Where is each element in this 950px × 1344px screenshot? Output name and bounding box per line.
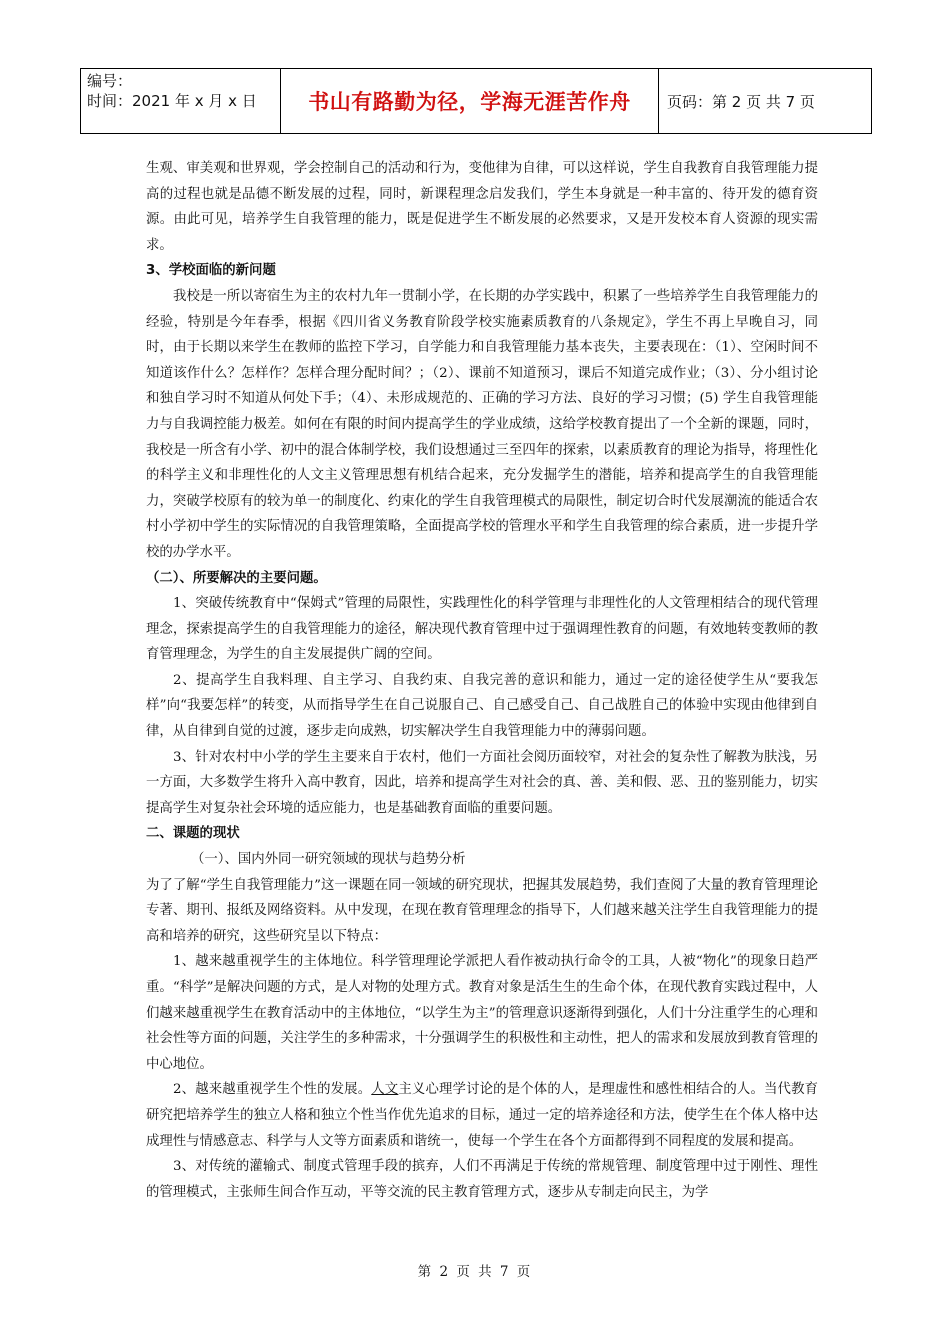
paragraph-text: 2、越来越重视学生个性的发展。 — [173, 1082, 372, 1098]
paragraph: 2、提高学生自我料理、自主学习、自我约束、自我完善的意识和能力，通过一定的途径使学生从“要我怎样”向“我要怎样”的转变，从而指导学生在自己说服自己、自己感受自己、自己战胜自己的体验中实现由他律到自律，从自律到自觉的过渡，逐步走向成熟，切实解决学生自我管理能力中的薄弱问题。 — [146, 672, 818, 740]
paragraph: 生观、审美观和世界观，学会控制自己的活动和行为，变他律为自律，可以这样说，学生自我教育自我管理能力提高的过程也就是品德不断发展的过程，同时，新课程理念启发我们，学生本身就是一种丰富的、待开发的德育资源。由此可见，培养学生自我管理的能力，既是促进学生不断发展的必然要求，又是开发校本育人资源的现实需求。 — [146, 161, 818, 253]
section-heading: 二、课题的现状 — [146, 826, 240, 842]
page-header — [80, 68, 872, 134]
header-motto: 书山有路勤为径，学海无涯苦作舟 — [281, 69, 659, 133]
paragraph — [146, 1077, 818, 1154]
number-label: 编号： — [87, 72, 133, 90]
paragraph: 3、针对农村中小学的学生主要来自于农村，他们一方面社会阅历面较窄，对社会的复杂性了解教为肤浅，另一方面，大多数学生将升入高中教育，因此，培养和提高学生对社会的真、善、美和假、恶、丑的鉴别能力，切实提高学生对复杂社会环境的适应能力，也是基础教育面临的重要问题。 — [146, 749, 818, 816]
paragraph: 为了了解“学生自我管理能力”这一课题在同一领域的研究现状，把握其发展趋势，我们查阅了大量的教育管理理论专著、期刊、报纸及网络资料。从中发现，在现在教育管理理念的指导下，人们越来越关注学生自我管理能力的提高和培养的研究，这些研究呈以下特点： — [146, 877, 818, 944]
page-footer: 第 2 页 共 7 页 — [417, 1264, 533, 1280]
section-heading: 3、学校面临的新问题 — [146, 263, 276, 279]
subsection-heading: （一）、国内外同一研究领域的现状与趋势分析 — [191, 852, 466, 868]
paragraph-text: 主义心理学讨论的是个体的人，是理虚性和感性相结合的人。当代教育研究把培养学生的独立人格和独立个性当作优先追求的目标，通过一定的培养途径和方法，使学生在个体人格中达成理性与情感意志、科学与人文等方面素质和谐统一，使每一个学生在各个方面都得到不同程度的发展和提高。 — [146, 1082, 819, 1149]
underlined-term: 人文 — [371, 1082, 399, 1098]
paragraph: 1、越来越重视学生的主体地位。科学管理理论学派把人看作被动执行命令的工具，人被“物化”的现象日趋严重。“科学”是解决问题的方式，是人对物的处理方式。教育对象是活生生的生命个体，在现代教育实践过程中，人们越来越重视学生在教育活动中的主体地位，“以学生为主”的管理意识逐渐得到强化，人们十分注重学生的心理和社会性等方面的问题，关注学生的多种需求，十分强调学生的积极性和主动性，把人的需求和发展放到教育管理的中心地位。 — [146, 954, 818, 1072]
paragraph: 1、突破传统教育中“保姆式”管理的局限性，实践理性化的科学管理与非理性化的人文管理相结合的现代管理理念，探索提高学生的自我管理能力的途径，解决现代教育管理中过于强调理性教育的问题，有效地转变教师的教育管理理念，为学生的自主发展提供广阔的空间。 — [146, 596, 818, 663]
section-heading: （二）、所要解决的主要问题。 — [146, 570, 327, 586]
paragraph: 我校是一所以寄宿生为主的农村九年一贯制小学，在长期的办学实践中，积累了一些培养学生自我管理能力的经验，特别是今年春季，根据《四川省义务教育阶段学校实施素质教育的八条规定》，学生不再上早晚自习，同时，由于长期以来学生在教师的监控下学习，自学能力和自我管理能力基本丧失，主要表现在：（1）、空闲时间不知道该作什么？怎样作？怎样合理分配时间？；（2）、课前不知道预习，课后不知道完成作业；（3）、分小组讨论和独自学习时不知道从何处下手；（4）、未形成规范的、正确的学习方法、良好的学习习惯；(5) 学生自我管理能力与自我调控能力极差。如何在有限的时间内提高学生的学业成绩，这给学校教育提出了一个全新的课题，同时，我校是一所含有小学、初中的混合体制学校，我们设想通过三至四年的探索，以素质教育的理论为指导，将理性化的科学主义和非理性化的人文主义管理思想有机结合起来，充分发掘学生的潜能，培养和提高学生的自我管理能力，突破学校原有的较为单一的制度化、约束化的学生自我管理模式的局限性，制定切合时代发展潮流的能适合农村小学初中学生的实际情况的自我管理策略，全面提高学校的管理水平和学生自我管理的综合素质，进一步提升学校的办学水平。 — [146, 288, 818, 560]
document-body — [146, 156, 818, 1205]
paragraph: 3、对传统的灌输式、制度式管理手段的摈弃，人们不再满足于传统的常规管理、制度管理中过于刚性、理性的管理模式，主张师生间合作互动，平等交流的民主教育管理方式，逐步从专制走向民主，为学 — [146, 1159, 818, 1200]
header-page-info: 页码：第 2 页 共 7 页 — [667, 92, 815, 111]
time-label: 时间：2021 年 x 月 x 日 — [87, 92, 257, 110]
header-meta — [81, 69, 281, 133]
